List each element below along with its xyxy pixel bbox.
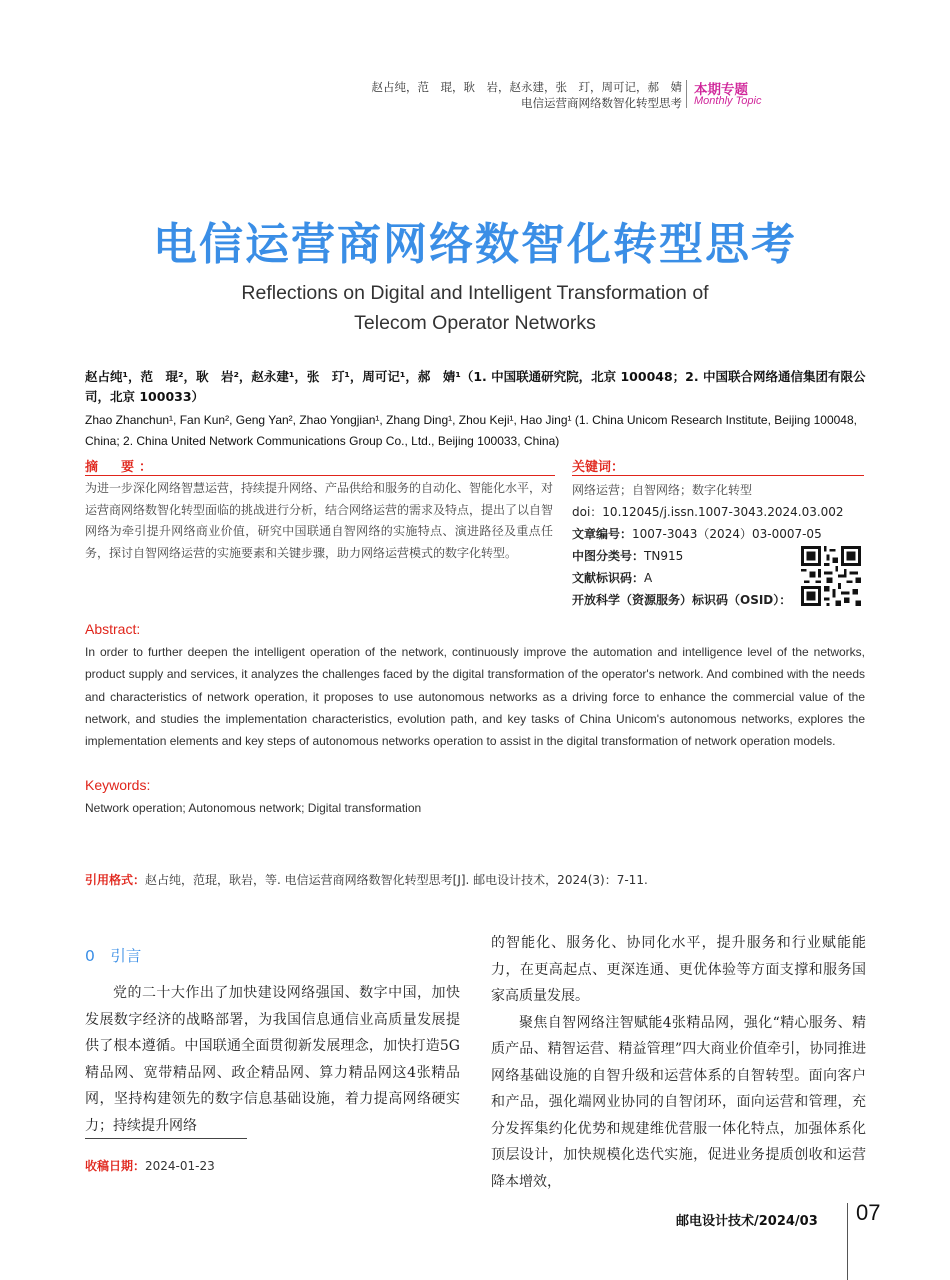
footer-divider — [847, 1203, 848, 1280]
body-column-right — [491, 930, 866, 1195]
body-paragraph-left: 党的二十大作出了加快建设网络强国、数字中国，加快发展数字经济的战略部署，为我国信息通信业高质量发展提供了根本遵循。中国联通全面贯彻新发展理念，加快打造5G精品网、宽带精品网、政企精品网、算力精品网这4张精品网，坚持构建领先的数字信息基础设施，着力提高网络硬实力；持续提升网络 — [85, 985, 460, 1134]
abstract-cn-label: 摘 要： — [85, 460, 158, 475]
abstract-cn-rule — [85, 475, 555, 476]
keywords-cn-text: 网络运营；自智网络；数字化转型 — [572, 483, 753, 497]
received-date-label: 收稿日期： — [85, 1159, 146, 1173]
monthly-topic-cn: 本期专题 — [694, 82, 748, 98]
received-date-value: 2024-01-23 — [145, 1159, 215, 1173]
article-title-en-line1: Reflections on Digital and Intelligent Transformation of — [241, 282, 709, 304]
doi-line — [572, 503, 844, 520]
keywords-en-label: Keywords: — [85, 777, 151, 793]
doi-value: doi：10.12045/j.issn.1007-3043.2024.03.002 — [572, 505, 844, 519]
article-title-en-line2: Telecom Operator Networks — [354, 312, 596, 334]
running-header-authors: 赵占纯，范 琨，耿 岩，赵永建，张 玎，周可记，郝 婧 — [371, 80, 682, 94]
clc-number-key: 中图分类号： — [572, 549, 645, 563]
citation-line — [85, 871, 648, 888]
article-title-cn: 电信运营商网络数智化转型思考 — [153, 219, 797, 270]
abstract-en-label: Abstract: — [85, 621, 141, 637]
keywords-cn-rule — [572, 475, 864, 476]
footnote-rule — [85, 1138, 247, 1139]
running-header-divider — [686, 80, 687, 108]
osid-line — [572, 591, 791, 608]
body-paragraph-right-1: 的智能化、服务化、协同化水平，提升服务和行业赋能能力，在更高起点、更深连通、更优体验等方面支撑和服务国家高质量发展。 — [491, 935, 866, 1004]
qr-code-icon[interactable] — [801, 546, 861, 606]
article-number-key: 文章编号： — [572, 527, 633, 541]
monthly-topic-en: Monthly Topic — [694, 95, 762, 107]
received-date-line — [85, 1157, 215, 1174]
osid-key: 开放科学（资源服务）标识码（OSID）： — [572, 593, 792, 607]
running-header-title: 电信运营商网络数智化转型思考 — [521, 96, 682, 110]
document-code-key: 文献标识码： — [572, 571, 645, 585]
article-number-line — [572, 525, 822, 542]
section-heading-intro: 0 引言 — [85, 947, 142, 965]
article-number-value: 1007-3043（2024）03-0007-05 — [632, 527, 822, 541]
abstract-cn-text: 为进一步深化网络智慧运营，持续提升网络、产品供给和服务的自动化、智能化水平，对运营商网络数智化转型面临的挑战进行分析，结合网络运营的需求及特点，提出了以自智网络为牵引提升网络商业价值，研究中国联通自智网络的实施特点、演进路径及重点任务，探讨自智网络运营的实施要素和关键步骤，助力网络运营模式的数字化转型。 — [85, 481, 554, 560]
keywords-cn-label: 关键词： — [572, 460, 625, 475]
footer-journal-issue: 邮电设计技术/2024/03 — [676, 1214, 818, 1229]
body-paragraph-right-2: 聚焦自智网络注智赋能4张精品网，强化“精心服务、精质产品、精智运营、精益管理”四大商业价值牵引，协同推进网络基础设施的自智升级和运营体系的自智转型。面向客户和产品，强化端网业协同的自智闭环，面向运营和管理，充分发挥集约化优势和规建维优营服一体化特点，加强体系化顶层设计，加快规模化迭代实施，促进业务提质创收和运营降本增效， — [491, 1014, 866, 1190]
citation-text: 赵占纯，范琨，耿岩，等. 电信运营商网络数智化转型思考[J]. 邮电设计技术，2024(3)：7-11. — [145, 873, 648, 887]
authors-en: Zhao Zhanchun¹, Fan Kun², Geng Yan², Zhao Yongjian¹, Zhang Ding¹, Zhou Keji¹, Hao Jing¹ (1. China Unicom Research Institute, Beijing 100048, China; 2. China United Network Communications Group Co., Ltd., Beijing 100033, China) — [85, 413, 857, 448]
abstract-en-text: In order to further deepen the intelligent operation of the network, continuously improve the automation and intelligence level of the networks, product supply and services, it analyzes the challenges faced by the digital transformation of the operator's network. And combined with the needs and characteristics of network operation, it proposes to use autonomous networks as a driving force to enhance the commercial value of the network, and studies the implementation characteristics, evolution path, and key tasks of China Unicom's autonomous networks, explores the implementation elements and key steps of autonomous networks operation to assist in the digital transformation of network operation models. — [85, 645, 865, 749]
document-code-value: A — [644, 571, 653, 585]
clc-number-value: TN915 — [644, 549, 684, 563]
page-number: 07 — [856, 1200, 881, 1225]
authors-cn: 赵占纯¹，范 琨²，耿 岩²，赵永建¹，张 玎¹，周可记¹，郝 婧¹（1. 中国联通研究院，北京 100048；2. 中国联合网络通信集团有限公司，北京 100033） — [85, 369, 866, 404]
document-code-line — [572, 569, 652, 586]
keywords-en-text: Network operation; Autonomous network; Digital transformation — [85, 801, 422, 815]
clc-number-line — [572, 547, 683, 564]
citation-label: 引用格式： — [85, 873, 146, 887]
